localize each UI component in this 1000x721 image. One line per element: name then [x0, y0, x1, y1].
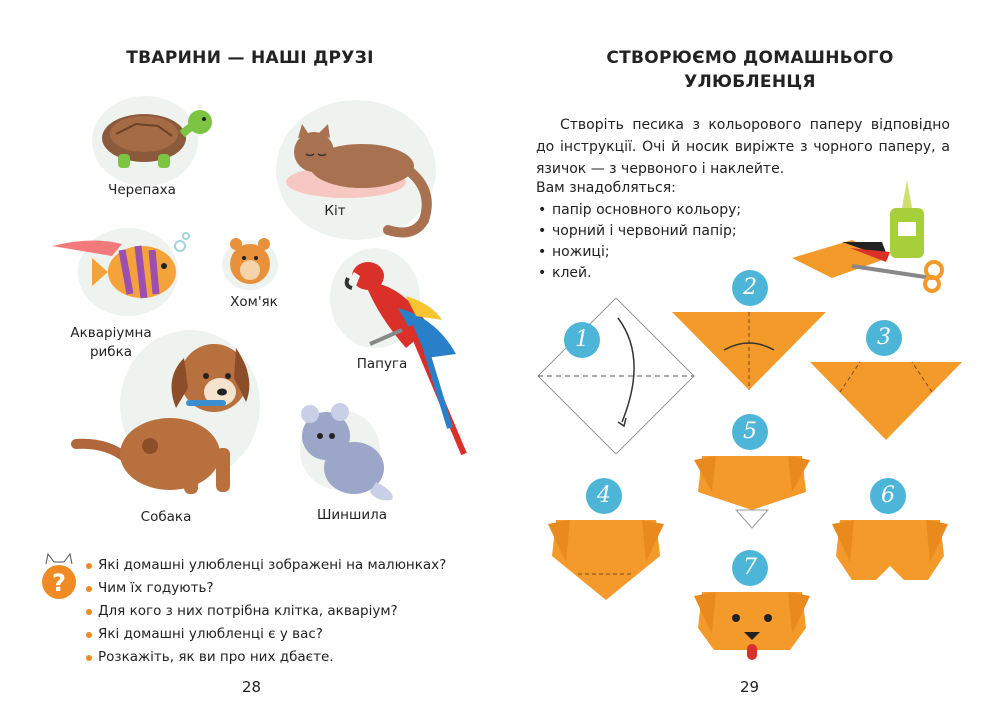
step-badge-2: 2	[732, 270, 768, 306]
turtle-illustration	[96, 104, 216, 176]
question-item: Розкажіть, як ви про них дбаєте.	[86, 646, 486, 669]
svg-text:?: ?	[52, 569, 66, 597]
question-item: Які домашні улюбленці є у вас?	[86, 623, 486, 646]
page-title: ТВАРИНИ — НАШІ ДРУЗІ	[126, 48, 374, 68]
needs-item: • чорний і червоний папір;	[536, 221, 741, 242]
step-badge-6: 6	[870, 478, 906, 514]
animal-label-chinchilla: Шиншила	[316, 507, 388, 523]
fish-illustration	[52, 236, 192, 306]
needs-title: Вам знадобляться:	[536, 180, 676, 196]
step3-diagram	[810, 362, 962, 442]
animal-label-cat: Кіт	[324, 203, 346, 219]
cat-illustration	[284, 120, 454, 240]
step6-diagram	[832, 516, 948, 586]
question-item: Чим їх годують?	[86, 577, 486, 600]
needs-list	[536, 200, 741, 284]
page-number: 28	[242, 678, 262, 696]
step4-diagram	[548, 516, 664, 602]
step-badge-3: 3	[866, 320, 902, 356]
question-icon	[38, 554, 80, 604]
animal-label-hamster: Хом'як	[230, 294, 278, 310]
needs-item: • папір основного кольору;	[536, 200, 741, 221]
question-list	[86, 554, 486, 669]
step5-diagram	[694, 452, 810, 532]
animal-label-turtle: Черепаха	[108, 182, 176, 198]
step-badge-4: 4	[586, 478, 622, 514]
animal-label-parrot: Папуга	[356, 356, 408, 372]
question-item: Які домашні улюбленці зображені на малюнках?	[86, 554, 486, 577]
step-badge-1: 1	[564, 322, 600, 358]
animal-label-dog: Собака	[140, 509, 192, 525]
step2-diagram	[672, 312, 826, 392]
intro-paragraph: Створіть песика з кольорового паперу відповідно до інструкції. Очі й носик виріжте з чорного паперу, а язичок — з червоного і наклейте.	[536, 117, 950, 177]
right-page	[500, 0, 1000, 721]
needs-item: • клей.	[536, 263, 741, 284]
step-badge-7: 7	[732, 550, 768, 586]
needs-item: • ножиці;	[536, 242, 741, 263]
supplies-illustration	[792, 178, 952, 290]
chinchilla-illustration	[296, 402, 396, 502]
hamster-illustration	[226, 234, 276, 286]
step7-diagram	[694, 588, 810, 668]
page-title-line1: СТВОРЮЄМО ДОМАШНЬОГО	[606, 48, 894, 68]
step-badge-5: 5	[732, 414, 768, 450]
animal-label-fish: Акваріумна рибка	[70, 325, 152, 360]
dog-illustration	[66, 338, 266, 500]
question-item: Для кого з них потрібна клітка, акваріум?	[86, 600, 486, 623]
page-title-line2: УЛЮБЛЕНЦЯ	[684, 72, 816, 92]
intro-text	[536, 114, 950, 180]
page-number: 29	[740, 678, 760, 696]
